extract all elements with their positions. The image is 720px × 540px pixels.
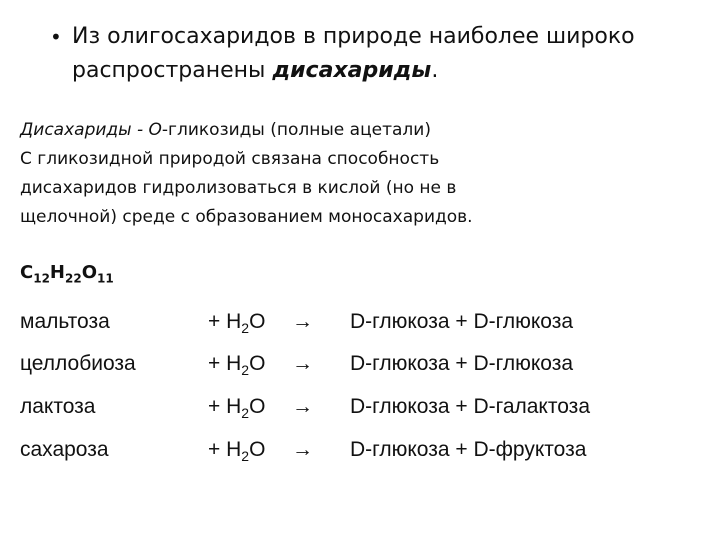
water-sub: 2: [241, 320, 250, 337]
reaction-row-sucrose: [20, 438, 710, 478]
water-sub: 2: [241, 362, 250, 379]
reaction-water: [208, 352, 265, 378]
bullet-line-2: [72, 54, 700, 88]
definition-line-1: [20, 116, 700, 145]
water-o: O: [249, 310, 266, 333]
formula-c: C: [20, 262, 34, 283]
arrow-right-icon: →: [292, 352, 313, 375]
definition-term: Дисахариды - О: [20, 120, 162, 140]
reaction-name: лактоза: [20, 395, 96, 418]
reaction-row-lactose: [20, 395, 710, 435]
water-h: + H: [208, 352, 242, 375]
molecular-formula: [20, 262, 114, 286]
reaction-products: D-глюкоза + D-глюкоза: [350, 310, 574, 333]
reaction-name: целлобиоза: [20, 352, 136, 375]
formula-h-sub: 22: [65, 271, 82, 286]
arrow-right-icon: →: [292, 438, 313, 461]
bullet-line-1: Из олигосахаридов в природе наиболее широко: [72, 24, 635, 49]
reaction-row-maltose: [20, 310, 710, 350]
bullet-text: [72, 20, 700, 88]
reaction-water: [208, 395, 265, 421]
definition-line-4: щелочной) среде с образованием моносахаридов.: [20, 207, 473, 227]
reaction-products: D-глюкоза + D-галактоза: [350, 395, 590, 418]
reaction-water: [208, 438, 265, 464]
formula-c-sub: 12: [33, 271, 50, 286]
formula-o-sub: 11: [97, 271, 114, 286]
water-sub: 2: [241, 405, 250, 422]
water-h: + H: [208, 395, 242, 418]
reaction-products: D-глюкоза + D-глюкоза: [350, 352, 574, 375]
definition-line-2: С гликозидной природой связана способность: [20, 149, 440, 169]
bullet-line-2-emphasis: дисахариды: [272, 58, 432, 83]
formula-o: O: [81, 262, 98, 283]
definition-paragraph: [20, 116, 700, 232]
formula-h: H: [49, 262, 65, 283]
water-o: O: [249, 438, 266, 461]
water-o: O: [249, 395, 266, 418]
reaction-name: мальтоза: [20, 310, 110, 333]
bullet-line-2-plain: распространены: [72, 58, 273, 83]
reaction-products: D-глюкоза + D-фруктоза: [350, 438, 587, 461]
water-o: O: [249, 352, 266, 375]
water-h: + H: [208, 310, 242, 333]
arrow-right-icon: →: [292, 395, 313, 418]
reaction-water: [208, 310, 265, 336]
bullet-line-2-end: .: [431, 58, 439, 83]
reaction-name: сахароза: [20, 438, 109, 461]
bullet-paragraph: [50, 20, 700, 88]
water-h: + H: [208, 438, 242, 461]
arrow-right-icon: →: [292, 310, 313, 333]
water-sub: 2: [241, 448, 250, 465]
reaction-row-cellobiose: [20, 352, 710, 392]
definition-term-rest: -гликозиды (полные ацетали): [161, 120, 431, 140]
bullet-dot-icon: •: [50, 25, 62, 49]
definition-line-3: дисахаридов гидролизоваться в кислой (но не в: [20, 178, 457, 198]
